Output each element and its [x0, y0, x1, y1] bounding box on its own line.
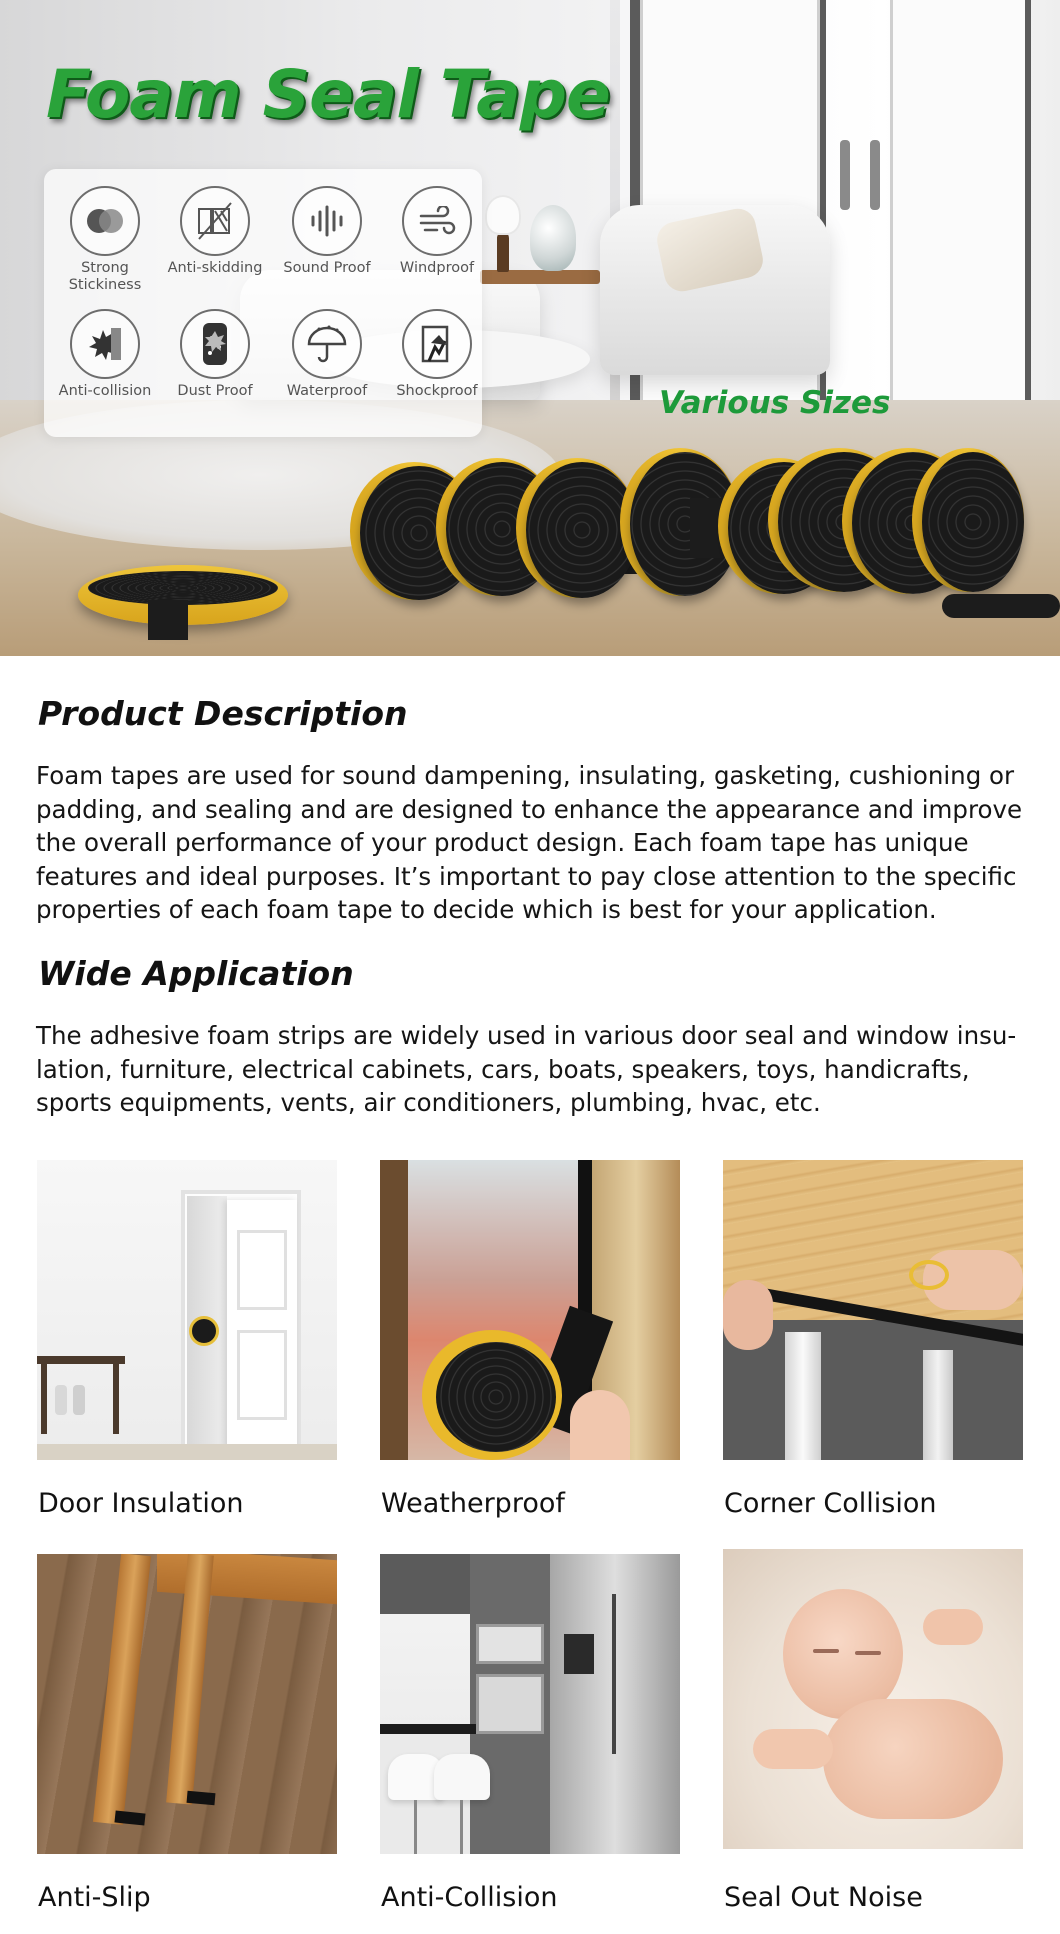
tape-roll [922, 452, 1024, 592]
feature-waterproof [272, 309, 382, 400]
sound-wave-icon [292, 186, 362, 256]
application-caption: Door Insulation [38, 1488, 244, 1519]
application-card-anti-collision [380, 1554, 680, 1919]
feature-label: Strong Stickiness [68, 260, 142, 293]
table-corner-photo [723, 1160, 1023, 1460]
side-table [480, 270, 600, 284]
tape-strip [942, 594, 1060, 618]
collision-icon [70, 309, 140, 379]
application-caption: Corner Collision [724, 1488, 937, 1519]
feature-label: Windproof [399, 260, 475, 276]
application-card-corner-collision [723, 1160, 1023, 1525]
application-card-weatherproof [380, 1160, 680, 1525]
product-description-heading: Product Description [38, 694, 408, 733]
feature-strong-stickiness [50, 186, 160, 294]
application-caption: Weatherproof [381, 1488, 565, 1519]
various-sizes-label: Various Sizes [659, 385, 891, 421]
application-card-door-insulation [37, 1160, 337, 1525]
feature-sound-proof [272, 186, 382, 277]
feature-label: Dust Proof [177, 383, 253, 399]
product-description-text: Foam tapes are used for sound dampening, insulating, gasketing, cushioning or padding, and sealing and are designed to enhance the appearance and improve the overall performance of your product design. Each foam tape has unique features and ideal purposes. It’s important to pay close attention to the specific properties of each foam tape to decide which is best for your application. [36, 761, 1023, 924]
hero-banner [0, 0, 1060, 656]
wind-icon [402, 186, 472, 256]
lamp-base [497, 232, 509, 272]
anti-skid-icon [180, 186, 250, 256]
feature-label: Anti-collision [58, 383, 152, 399]
feature-label: Shockproof [396, 383, 478, 399]
door-photo [37, 1160, 337, 1460]
application-caption: Seal Out Noise [724, 1882, 923, 1913]
feature-label: Waterproof [286, 383, 368, 399]
feature-windproof [382, 186, 492, 277]
feature-anti-collision [50, 309, 160, 400]
application-card-anti-slip [37, 1554, 337, 1919]
wide-application-heading: Wide Application [38, 954, 354, 993]
kitchen-photo [380, 1554, 680, 1854]
feature-shockproof [382, 309, 492, 400]
hero-title: Foam Seal Tape [46, 56, 610, 133]
overlap-circles-icon [70, 186, 140, 256]
application-card-seal-out-noise [723, 1549, 1023, 1919]
vase [530, 205, 576, 271]
application-caption: Anti-Slip [38, 1882, 151, 1913]
tape-strip [148, 600, 188, 640]
application-caption: Anti-Collision [381, 1882, 558, 1913]
feature-label: Anti-skidding [167, 260, 263, 276]
window-photo [380, 1160, 680, 1460]
baby-photo [723, 1549, 1023, 1849]
wide-application-text: The adhesive foam strips are widely used in various door seal and window insu-lation, furniture, electrical cabinets, cars, boats, speakers, toys, handicrafts, sports equipments, vents, air conditioners, plumbing, hvac, etc. [36, 1021, 1017, 1117]
shock-icon [402, 309, 472, 379]
features-panel [44, 169, 482, 437]
umbrella-icon [292, 309, 362, 379]
feature-anti-skidding [160, 186, 270, 277]
chair-leg-photo [37, 1554, 337, 1854]
feature-label: Sound Proof [283, 260, 371, 276]
feature-dust-proof [160, 309, 270, 400]
dust-icon [180, 309, 250, 379]
